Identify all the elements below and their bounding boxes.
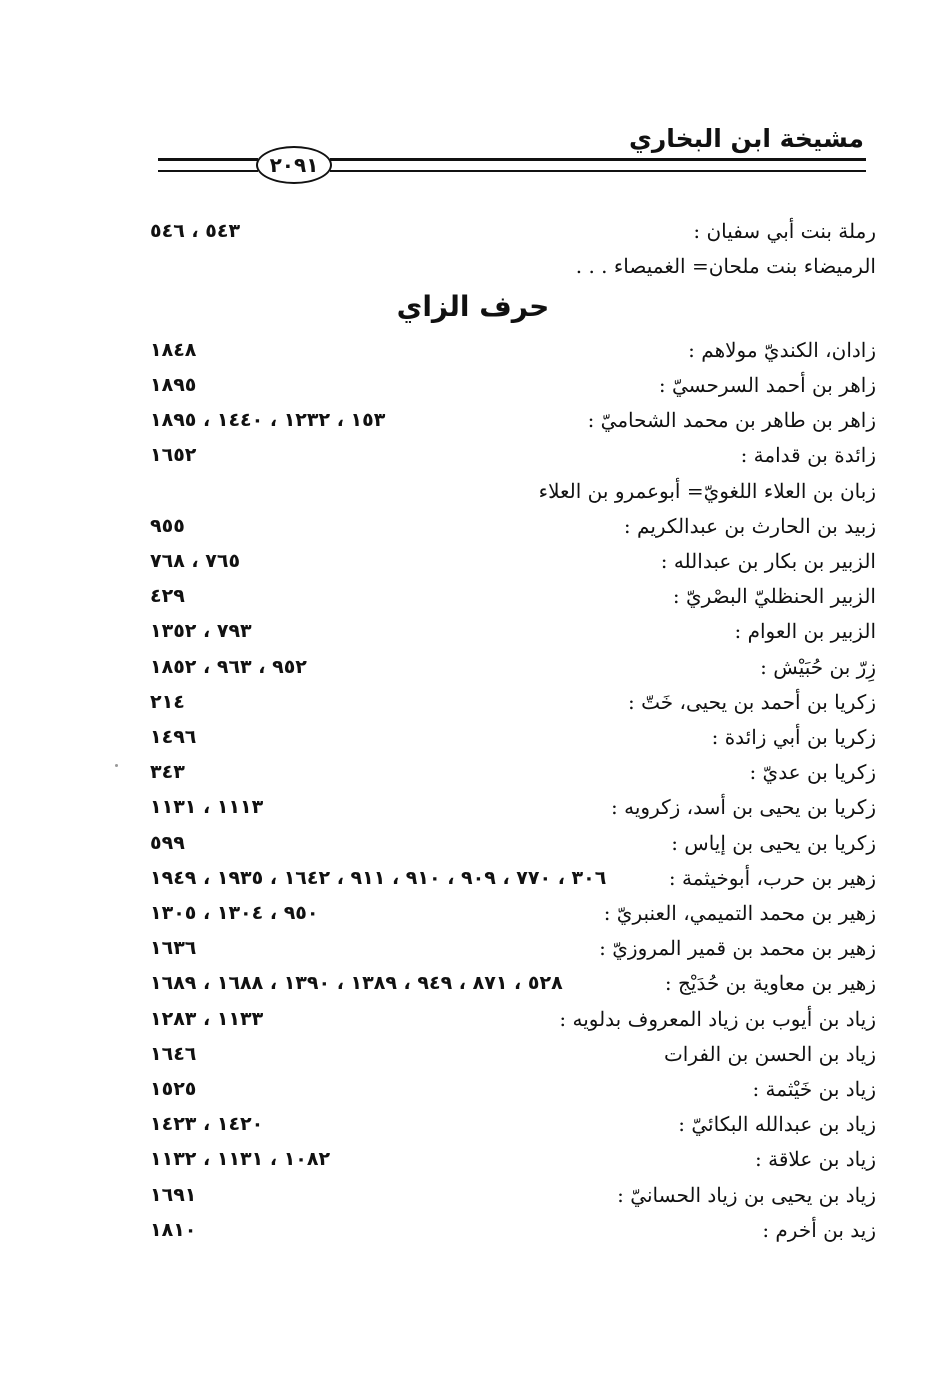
entry-name: زبان بن العلاء اللغويّ= أبوعمرو بن العلاء — [538, 479, 876, 503]
page-number: ٢٠٩١ — [269, 153, 319, 177]
index-entry — [150, 403, 876, 437]
book-title: مشيخة ابن البخاري — [628, 124, 864, 153]
index-entry — [150, 579, 876, 613]
index-entry — [150, 214, 876, 248]
index-entry — [150, 755, 876, 789]
margin-dot — [115, 764, 118, 767]
entry-name: زهير بن محمد بن قمير المروزيّ : — [599, 936, 876, 960]
index-entry — [150, 249, 876, 283]
index-entry — [150, 720, 876, 754]
entry-references: ١٤٩٦ — [150, 726, 197, 748]
entry-references: ١٤٢٠ ، ١٤٢٣ — [150, 1113, 264, 1135]
entry-name: زاهر بن طاهر بن محمد الشحاميّ : — [587, 408, 876, 432]
entry-name: زكريا بن أبي زائدة : — [711, 725, 876, 749]
index-entry — [150, 790, 876, 824]
entry-name: زبيد بن الحارث بن عبدالكريم : — [623, 514, 876, 538]
entry-name: الزبير بن العوام : — [734, 619, 876, 643]
index-entry — [150, 333, 876, 367]
entry-references: ١٦٤٦ — [150, 1043, 197, 1065]
header-rule-right-bottom — [330, 170, 866, 172]
entry-name: زائدة بن قدامة : — [740, 443, 876, 467]
entry-references: ٤٢٩ — [150, 585, 185, 607]
index-entry — [150, 368, 876, 402]
entry-name: زياد بن الحسن بن الفرات — [663, 1042, 876, 1066]
entry-references: ١٦٥٢ — [150, 444, 197, 466]
entry-references: ٣٤٣ — [150, 761, 185, 783]
entry-name: زياد بن يحيى بن زياد الحسانيّ : — [617, 1183, 876, 1207]
index-entry — [150, 438, 876, 472]
entry-references: ٢١٤ — [150, 691, 185, 713]
entry-name: زهير بن حرب، أبوخيثمة : — [668, 866, 876, 890]
index-entry — [150, 1002, 876, 1036]
index-entry — [150, 474, 876, 508]
entry-references: ١١١٣ ، ١١٣١ — [150, 796, 264, 818]
index-entry — [150, 1072, 876, 1106]
entry-references: ١٥٣ ، ١٢٣٢ ، ١٤٤٠ ، ١٨٩٥ — [150, 409, 386, 431]
header-rule-right-top — [330, 158, 866, 161]
entry-references: ١١٣٣ ، ١٢٨٣ — [150, 1008, 264, 1030]
entry-name: الرميضاء بنت ملحان= الغميصاء . . . — [575, 254, 876, 278]
entry-name: الزبير بن بكار بن عبدالله : — [660, 549, 876, 573]
index-entry — [150, 896, 876, 930]
index-entry — [150, 1142, 876, 1176]
index-entry — [150, 1037, 876, 1071]
entry-references: ٥٩٩ — [150, 832, 185, 854]
index-entry — [150, 685, 876, 719]
index-entry — [150, 650, 876, 684]
index-entry — [150, 544, 876, 578]
index-entry — [150, 614, 876, 648]
entry-name: زكريا بن يحيى بن أسد، زكرويه : — [611, 795, 876, 819]
index-entry — [150, 931, 876, 965]
index-entry — [150, 1213, 876, 1247]
entry-name: الزبير الحنظليّ البصْريّ : — [672, 584, 876, 608]
entry-name: رملة بنت أبي سفيان : — [693, 219, 876, 243]
index-entry — [150, 861, 876, 895]
entry-name: زادان، الكنديّ مولاهم : — [688, 338, 876, 362]
entry-references: ٧٩٣ ، ١٣٥٢ — [150, 620, 252, 642]
entry-references: ٩٥٢ ، ٩٦٣ ، ١٨٥٢ — [150, 656, 307, 678]
index-entry — [150, 826, 876, 860]
entry-references: ١٦٣٦ — [150, 937, 197, 959]
entry-name: زكريا بن يحيى بن إياس : — [671, 831, 876, 855]
entry-references: ٧٦٥ ، ٧٦٨ — [150, 550, 241, 572]
entry-references: ٣٠٦ ، ٧٧٠ ، ٩٠٩ ، ٩١٠ ، ٩١١ ، ١٦٤٢ ، ١٩٣٥ ، ١٩٤٩ — [150, 867, 607, 889]
entry-references: ١٨٩٥ — [150, 374, 197, 396]
entry-name: زياد بن علاقة : — [755, 1147, 876, 1171]
entry-name: زكريا بن أحمد بن يحيى، خَتّ : — [628, 690, 876, 714]
entry-references: ٩٥٥ — [150, 515, 185, 537]
header-rule-left-bottom — [158, 170, 258, 172]
entry-references: ٥٢٨ ، ٨٧١ ، ٩٤٩ ، ١٣٨٩ ، ١٣٩٠ ، ١٦٨٨ ، ١٦٨٩ — [150, 972, 563, 994]
header-rule-left-top — [158, 158, 258, 161]
entry-name: زياد بن أيوب بن زياد المعروف بدلويه : — [559, 1007, 876, 1031]
entry-name: زِرّ بن حُبَيْش : — [760, 655, 876, 679]
entry-references: ١٨١٠ — [150, 1219, 197, 1241]
entry-name: زكريا بن عديّ : — [749, 760, 876, 784]
index-entry — [150, 1178, 876, 1212]
index-entry — [150, 966, 876, 1000]
entry-name: زهير بن معاوية بن حُدَيْج : — [664, 971, 876, 995]
section-heading: حرف الزاي — [396, 290, 550, 323]
entry-name: زياد بن خَيْثمة : — [752, 1077, 876, 1101]
entry-name: زهير بن محمد التميمي، العنبريّ : — [603, 901, 876, 925]
entry-references: ١٠٨٢ ، ١١٣١ ، ١١٣٢ — [150, 1148, 331, 1170]
index-entry — [150, 1107, 876, 1141]
entry-references: ٥٤٣ ، ٥٤٦ — [150, 220, 241, 242]
entry-name: زياد بن عبدالله البكائيّ : — [678, 1112, 876, 1136]
entry-references: ١٨٤٨ — [150, 339, 197, 361]
index-entry — [150, 509, 876, 543]
entry-name: زيد بن أخرم : — [762, 1218, 876, 1242]
entry-references: ١٥٢٥ — [150, 1078, 197, 1100]
entry-references: ١٦٩١ — [150, 1184, 197, 1206]
entry-references: ٩٥٠ ، ١٣٠٤ ، ١٣٠٥ — [150, 902, 319, 924]
entry-name: زاهر بن أحمد السرحسيّ : — [658, 373, 876, 397]
page-number-badge — [256, 146, 332, 184]
